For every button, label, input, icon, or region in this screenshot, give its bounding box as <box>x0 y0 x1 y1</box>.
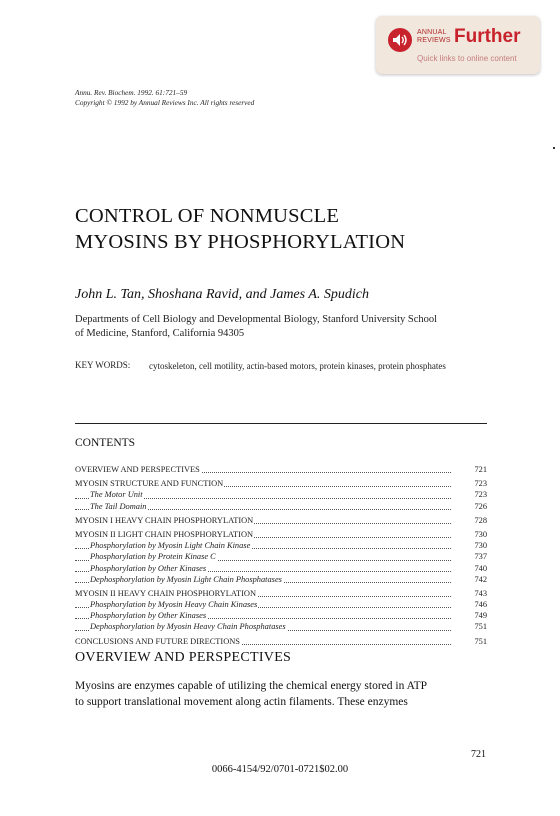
toc-entry-label: MYOSIN II LIGHT CHAIN PHOSPHORYLATION <box>75 529 254 539</box>
toc-entry-page: 723 <box>457 478 487 489</box>
toc-entry-label: The Tail Domain <box>90 501 147 511</box>
citation-line-2: Copyright © 1992 by Annual Reviews Inc. All rights reserved <box>75 98 255 107</box>
toc-entry-label: Phosphorylation by Protein Kinase C <box>90 552 216 562</box>
page-number: 721 <box>471 749 486 760</box>
keywords-text: cytoskeleton, cell motility, actin-based motors, protein kinases, protein phosphates <box>149 361 446 371</box>
badge-publisher-name: ANNUAL REVIEWS <box>417 29 451 44</box>
toc-entry[interactable] <box>75 563 487 574</box>
toc-entry-page: 730 <box>457 529 487 540</box>
divider-rule <box>75 423 487 424</box>
toc-entry-page: 743 <box>457 588 487 599</box>
toc-entry-label: OVERVIEW AND PERSPECTIVES <box>75 465 200 474</box>
citation <box>75 88 254 108</box>
body-line-1: Myosins are enzymes capable of utilizing the chemical energy stored in ATP <box>75 680 428 692</box>
toc-entry[interactable] <box>75 464 487 475</box>
toc-entry[interactable] <box>75 551 487 562</box>
keywords-label: KEY WORDS: <box>75 360 131 370</box>
footer-code: 0066-4154/92/0701-0721$02.00 <box>211 764 349 775</box>
toc-entry-page: 737 <box>457 551 487 562</box>
speaker-icon <box>388 28 412 52</box>
affiliation: Departments of Cell Biology and Developmental Biology, Stanford University School of Medicine, Stanford, California 94305 <box>75 314 438 339</box>
citation-line-1: Annu. Rev. Biochem. 1992. 61:721–59 <box>75 88 188 97</box>
annual-reviews-further-badge[interactable] <box>376 16 540 74</box>
section-heading: OVERVIEW AND PERSPECTIVES <box>75 650 292 665</box>
toc-entry[interactable] <box>75 540 487 551</box>
toc-entry[interactable] <box>75 501 487 512</box>
toc-entry-label: Phosphorylation by Myosin Heavy Chain Kinases <box>90 600 258 610</box>
toc-entry-page: 723 <box>457 489 487 500</box>
toc-entry-label: Dephosphorylation by Myosin Heavy Chain Phosphatases <box>90 622 286 632</box>
toc-entry-page: 751 <box>457 621 487 632</box>
toc-entry-label: Dephosphorylation by Myosin Light Chain Phosphatases <box>90 574 282 584</box>
body-line-2: to support translational movement along actin filaments. These enzymes <box>75 696 408 708</box>
body-paragraph <box>75 678 487 710</box>
toc-entry-page: 721 <box>457 464 487 475</box>
badge-subtitle: Quick links to online content <box>417 54 517 63</box>
paper-title: CONTROL OF NONMUSCLE MYOSINS BY PHOSPHORYLATION <box>75 205 406 253</box>
toc-entry-page: 751 <box>457 636 487 647</box>
toc-entry[interactable] <box>75 588 487 599</box>
toc-entry-label: Phosphorylation by Other Kinases <box>90 611 207 621</box>
toc-entry[interactable] <box>75 529 487 540</box>
toc-entry[interactable] <box>75 478 487 489</box>
toc-entry-page: 726 <box>457 501 487 512</box>
toc-entry[interactable] <box>75 599 487 610</box>
authors: John L. Tan, Shoshana Ravid, and James A. Spudich <box>75 287 369 302</box>
toc-entry-label: The Motor Unit <box>90 490 143 500</box>
table-of-contents <box>75 464 487 647</box>
toc-entry[interactable] <box>75 610 487 621</box>
toc-entry-label: MYOSIN STRUCTURE AND FUNCTION <box>75 479 224 489</box>
contents-title: CONTENTS <box>75 437 136 449</box>
toc-entry[interactable] <box>75 636 487 647</box>
toc-entry-label: MYOSIN II HEAVY CHAIN PHOSPHORYLATION <box>75 588 256 598</box>
toc-entry[interactable] <box>75 489 487 500</box>
toc-entry[interactable] <box>75 574 487 585</box>
toc-entry[interactable] <box>75 621 487 632</box>
edge-mark <box>553 147 555 149</box>
toc-entry-page: 740 <box>457 563 487 574</box>
badge-further-label: Further <box>454 26 521 47</box>
toc-entry[interactable] <box>75 515 487 526</box>
toc-entry-page: 746 <box>457 599 487 610</box>
toc-entry-label: CONCLUSIONS AND FUTURE DIRECTIONS <box>75 636 240 646</box>
toc-entry-page: 730 <box>457 540 487 551</box>
toc-entry-page: 728 <box>457 515 487 526</box>
toc-entry-label: Phosphorylation by Other Kinases <box>90 563 207 573</box>
toc-entry-label: Phosphorylation by Myosin Light Chain Kinase <box>90 541 251 551</box>
toc-entry-page: 749 <box>457 610 487 621</box>
toc-entry-label: MYOSIN I HEAVY CHAIN PHOSPHORYLATION <box>75 515 254 525</box>
toc-entry-page: 742 <box>457 574 487 585</box>
